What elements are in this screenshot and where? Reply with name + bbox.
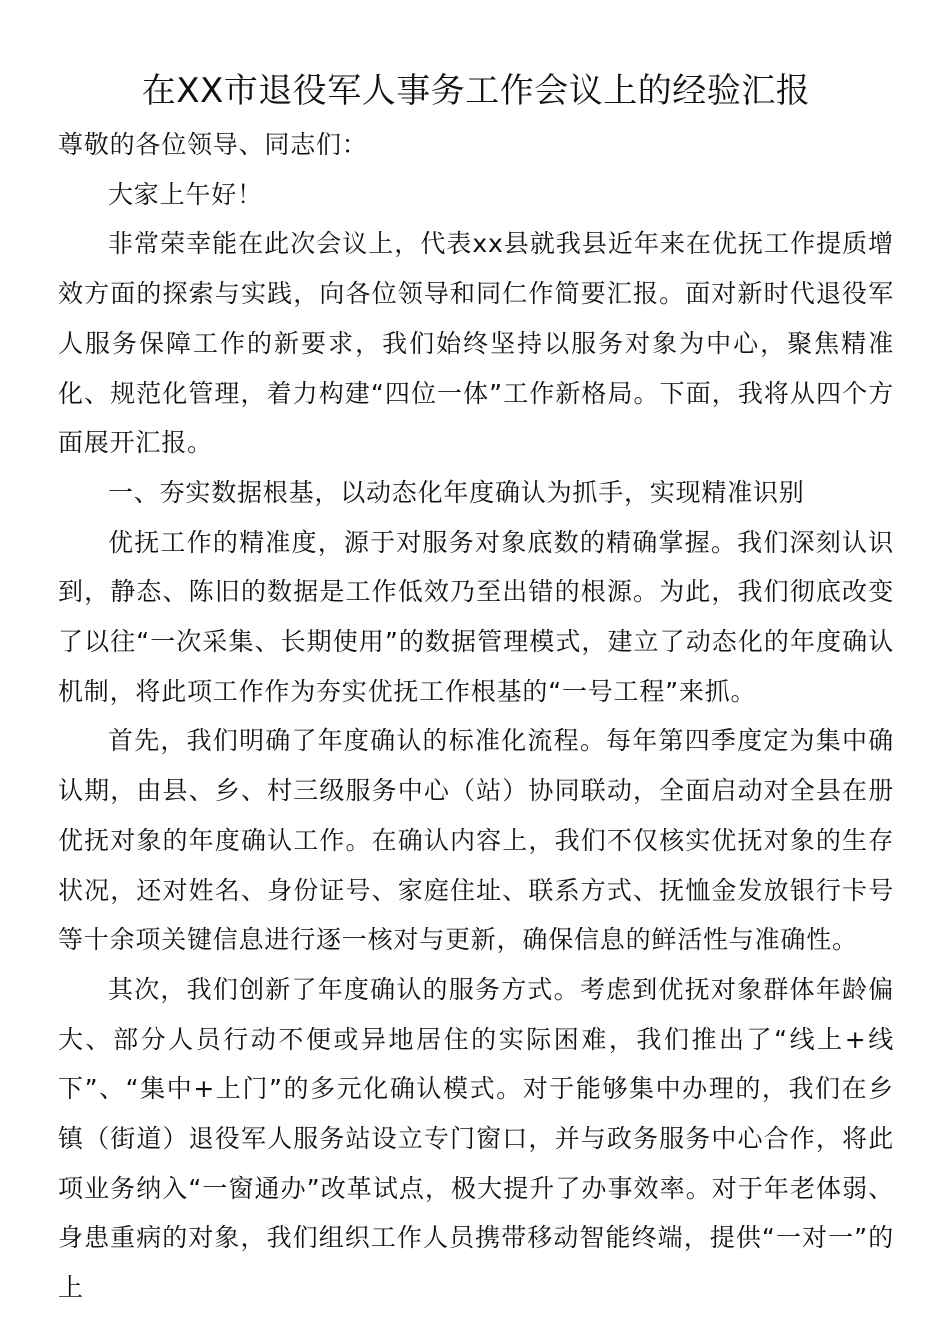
document-title: 在XX市退役军人事务工作会议上的经验汇报 [141,71,811,111]
section-heading-1: 一、夯实数据根基，以动态化年度确认为抓手，实现精准识别 [108,477,805,507]
greeting-paragraph: 大家上午好！ [108,179,263,209]
document-page [58,64,894,1313]
body-paragraph-2: 首先，我们明确了年度确认的标准化流程。每年第四季度定为集中确认期，由县、乡、村三级服务中心（站）协同联动，全面启动对全县在册优抚对象的年度确认工作。在确认内容上，我们不仅核实优抚对象的生存状况，还对姓名、身份证号、家庭住址、联系方式、抚恤金发放银行卡号等十余项关键信息进行逐一核对与更新，确保信息的鲜活性与准确性。 [58,726,894,955]
body-paragraph-3: 其次，我们创新了年度确认的服务方式。考虑到优抚对象群体年龄偏大、部分人员行动不便或异地居住的实际困难，我们推出了“线上+线下”、“集中+上门”的多元化确认模式。对于能够集中办理的，我们在乡镇（街道）退役军人服务站设立专门窗口，并与政务服务中心合作，将此项业务纳入“一窗通办”改革试点，极大提升了办事效率。对于年老体弱、身患重病的对象，我们组织工作人员携带移动智能终端，提供“一对一”的上 [58,974,894,1303]
body-paragraph-1: 优抚工作的精准度，源于对服务对象底数的精确掌握。我们深刻认识到，静态、陈旧的数据是工作低效乃至出错的根源。为此，我们彻底改变了以往“一次采集、长期使用”的数据管理模式，建立了动态化的年度确认机制，将此项工作作为夯实优抚工作根基的“一号工程”来抓。 [58,527,894,706]
intro-paragraph: 非常荣幸能在此次会议上，代表xx县就我县近年来在优抚工作提质增效方面的探索与实践，向各位领导和同仁作简要汇报。面对新时代退役军人服务保障工作的新要求，我们始终坚持以服务对象为中心，聚焦精准化、规范化管理，着力构建“四位一体”工作新格局。下面，我将从四个方面展开汇报。 [58,229,894,458]
salutation: 尊敬的各位领导、同志们： [58,130,368,159]
